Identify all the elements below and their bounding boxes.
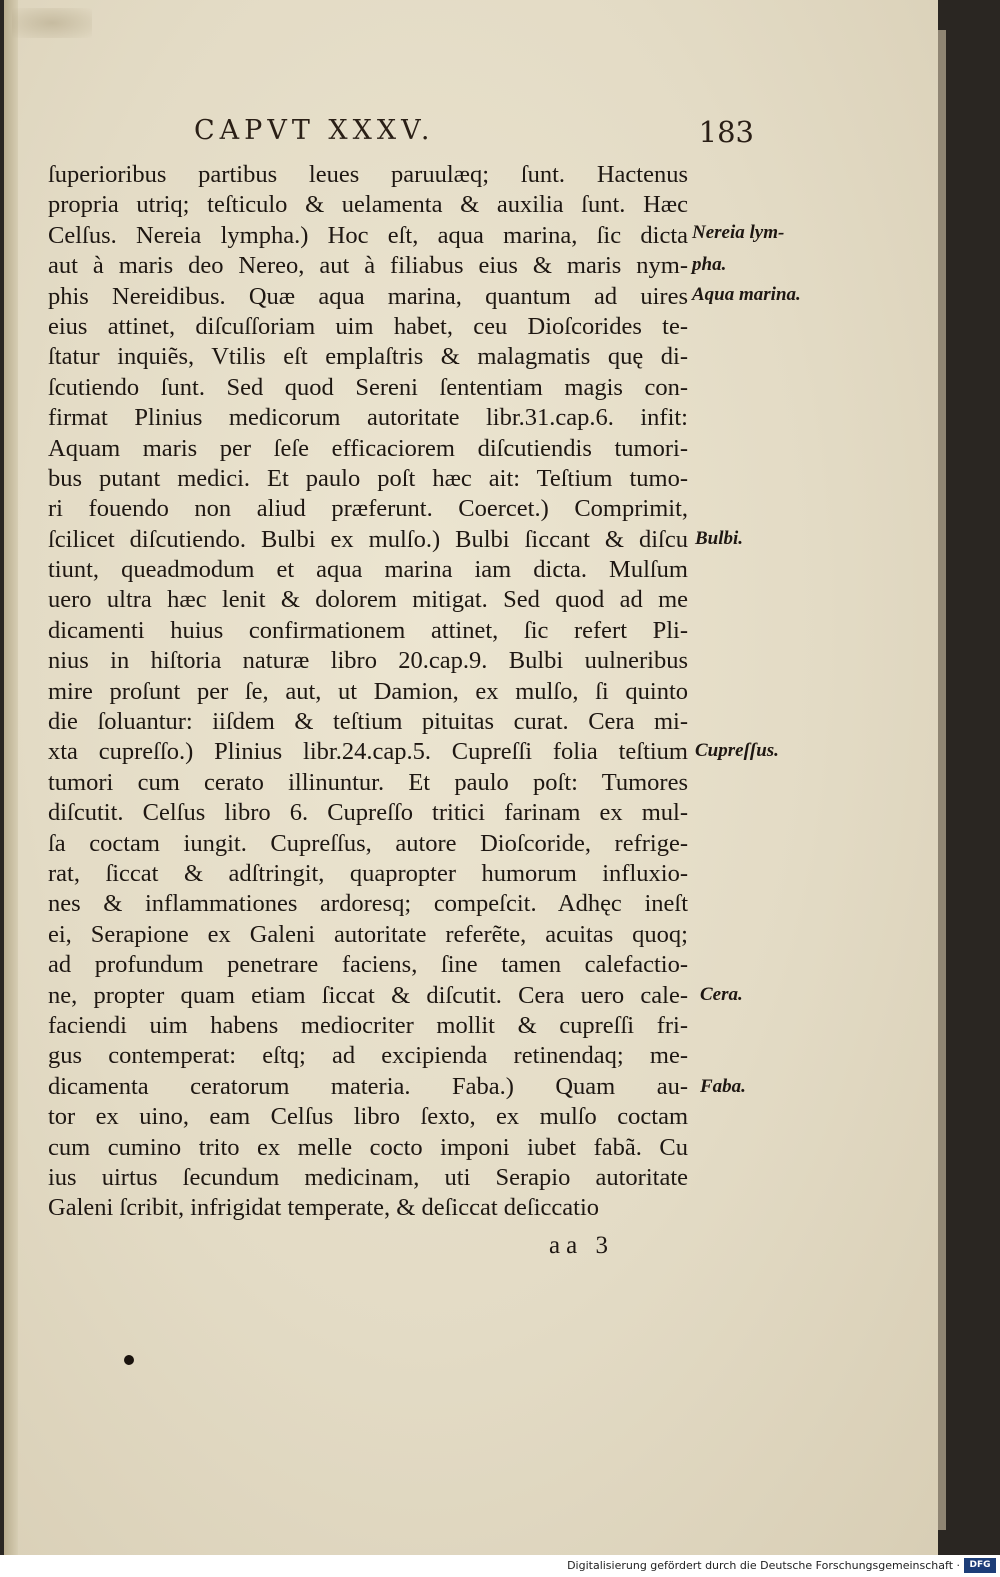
page-header [194,115,754,155]
text-line: ne, propter quam etiam ſiccat & diſcutit. Cera uero cale- [48,981,688,1009]
signature-mark: aa 3 [549,1232,614,1259]
text-line: dicamenta ceratorum materia. Faba.) Quam au- [48,1072,688,1100]
dfg-logo: DFG [964,1558,996,1573]
text-line: ſtatur inquiẽs, Vtilis eſt emplaſtris & malagmatis quę di- [48,343,688,371]
text-line: eius attinet, diſcuſſoriam uim habet, ceu Dioſcorides te- [48,312,688,340]
marginal-note-nereia-lympha: Nereia lym- [692,222,785,243]
text-line: tumori cum cerato illinuntur. Et paulo poſt: Tumores [48,768,688,796]
text-line: ſuperioribus partibus leues paruulæq; ſunt. Hactenus [48,161,688,188]
text-line: Galeni ſcribit, infrigidat temperate, & deſiccat deſiccatio [48,1194,600,1222]
body-text [48,160,688,1224]
text-line: nius in hiſtoria naturæ libro 20.cap.9. Bulbi uulneribus [48,647,688,675]
text-line: tor ex uino, eam Celſus libro ſexto, ex mulſo coctam [48,1103,688,1131]
page-edge-left [4,0,18,1555]
text-line: ei, Serapione ex Galeni autoritate referẽte, acuitas quoq; [48,920,688,948]
text-line: uero ultra hæc lenit & dolorem mitigat. Sed quod ad me [48,586,688,614]
text-line: mire proſunt per ſe, aut, ut Damion, ex mulſo, ſi quinto [48,677,688,705]
text-line: tiunt, queadmodum et aqua marina iam dicta. Mulſum [48,556,688,584]
marginal-note-cera: Cera. [700,984,743,1005]
marginal-note-faba: Faba. [700,1076,746,1097]
text-line: die ſoluantur: iiſdem & teſtium pituitas curat. Cera mi- [48,708,688,736]
text-line: faciendi uim habens mediocriter mollit & cupreſſi fri- [48,1011,688,1039]
text-line: Celſus. Nereia lympha.) Hoc eſt, aqua marina, ſic dicta [48,221,688,249]
text-line: cum cumino trito ex melle cocto imponi iubet fabã. Cu [48,1133,688,1161]
paper-stain [12,8,92,38]
text-line: phis Nereidibus. Quæ aqua marina, quantum ad uires [48,282,688,310]
text-line: ſcutiendo ſunt. Sed quod Sereni ſententiam magis con- [48,373,688,401]
text-line: aut à maris deo Nereo, aut à filiabus eius & maris nym- [48,252,688,280]
text-line: Aquam maris per ſeſe efficaciorem diſcutiendis tumori- [48,434,688,462]
text-line: ri fouendo non aliud præferunt. Coercet.) Comprimit, [48,495,688,523]
footer-bar [0,1555,1000,1577]
text-line: dicamenti huius confirmationem attinet, ſic refert Pli- [48,616,688,644]
text-line: gus contemperat: eſtq; ad excipienda retinendaq; me- [48,1042,688,1070]
text-line: propria utriq; teſticulo & uelamenta & auxilia ſunt. Hæc [48,191,688,219]
text-line: rat, ſiccat & adſtringit, quapropter humorum influxio- [48,859,688,887]
text-line: xta cupreſſo.) Plinius libr.24.cap.5. Cupreſſi folia teſtium [48,738,688,766]
text-line: ſa coctam iungit. Cupreſſus, autore Dioſcoride, refrige- [48,829,688,857]
text-line: nes & inflammationes ardoresq; compeſcit. Adhęc ineſt [48,890,688,918]
ink-dot [124,1355,134,1365]
text-line: ſcilicet diſcutiendo. Bulbi ex mulſo.) Bulbi ſiccant & diſcu [48,525,688,553]
text-line: firmat Plinius medicorum autoritate libr.31.cap.6. infit: [48,404,688,432]
book-page [4,0,938,1555]
text-line: ius uirtus ſecundum medicinam, uti Serapio autoritate [48,1163,688,1191]
marginal-note-bulbi: Bulbi. [695,528,744,549]
marginal-note-cupressus: Cupreſſus. [695,740,779,761]
marginal-note-nereia-lympha-cont: pha. [692,254,727,275]
text-line: bus putant medici. Et paulo poſt hæc ait: Teſtium tumo- [48,464,688,492]
text-line: diſcutit. Celſus libro 6. Cupreſſo tritici farinam ex mul- [48,799,688,827]
page-number: 183 [698,115,754,149]
text-line: ad profundum penetrare faciens, ſine tamen calefactio- [48,951,688,979]
running-title: CAPVT XXXV. [194,115,435,146]
footer-credit: Digitalisierung gefördert durch die Deutsche Forschungsgemeinschaft · [567,1559,960,1572]
book-edge-right [938,30,946,1530]
marginal-note-aqua-marina: Aqua marina. [692,284,801,305]
